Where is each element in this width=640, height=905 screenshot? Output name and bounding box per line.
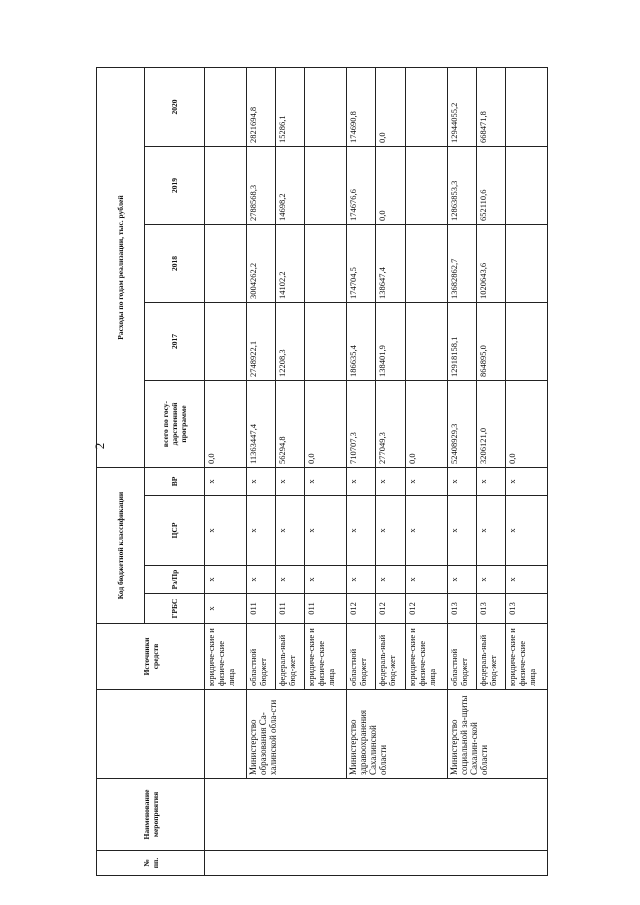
cell-2018: 13682862,7 bbox=[447, 225, 476, 303]
cell-executor: Министерство здравоохранения Сахалинской области bbox=[347, 690, 447, 779]
cell-grbs: х bbox=[205, 594, 247, 624]
cell-2017: 12918158,1 bbox=[447, 303, 476, 381]
cell-2017: 12208,3 bbox=[276, 303, 305, 381]
cell-vr: х bbox=[447, 468, 476, 496]
cell-csr: х bbox=[305, 496, 347, 566]
cell-2017: 186635,4 bbox=[347, 303, 376, 381]
cell-source: федераль-ный бюд-жет bbox=[276, 624, 305, 690]
cell-2019: 14698,2 bbox=[276, 147, 305, 225]
cell-2019 bbox=[305, 147, 347, 225]
col-2019: 2019 bbox=[145, 147, 205, 225]
cell-2019: 652110,6 bbox=[476, 147, 505, 225]
cell-2019: 2788568,3 bbox=[246, 147, 275, 225]
cell-rzpr: х bbox=[305, 566, 347, 594]
cell-source: юридиче-ские и физиче-ские лица bbox=[305, 624, 347, 690]
cell-grbs: 011 bbox=[305, 594, 347, 624]
cell-2019: 174676,6 bbox=[347, 147, 376, 225]
cell-csr: х bbox=[505, 496, 547, 566]
cell-2017: 864895,0 bbox=[476, 303, 505, 381]
cell-grbs: 013 bbox=[447, 594, 476, 624]
cell-2017 bbox=[405, 303, 447, 381]
cell-2017: 2748922,1 bbox=[246, 303, 275, 381]
col-source: Источники средств bbox=[97, 624, 205, 690]
table-row bbox=[205, 68, 247, 876]
cell-rzpr: х bbox=[205, 566, 247, 594]
cell-rzpr: х bbox=[405, 566, 447, 594]
cell-rzpr: х bbox=[376, 566, 405, 594]
cell-vr: х bbox=[305, 468, 347, 496]
cell-2018 bbox=[405, 225, 447, 303]
col-name: Наименование мероприятия bbox=[97, 779, 205, 851]
cell-grbs: 011 bbox=[246, 594, 275, 624]
cell-executor bbox=[205, 690, 247, 779]
col-2018: 2018 bbox=[145, 225, 205, 303]
cell-total: 0,0 bbox=[405, 381, 447, 468]
cell-num bbox=[205, 851, 548, 876]
table-row bbox=[246, 68, 275, 876]
cell-vr: х bbox=[347, 468, 376, 496]
cell-2020 bbox=[205, 68, 247, 147]
cell-2018: 138647,4 bbox=[376, 225, 405, 303]
cell-source: областной бюджет bbox=[246, 624, 275, 690]
cell-rzpr: х bbox=[505, 566, 547, 594]
cell-rzpr: х bbox=[476, 566, 505, 594]
cell-grbs: 012 bbox=[376, 594, 405, 624]
cell-grbs: 012 bbox=[405, 594, 447, 624]
cell-2020 bbox=[405, 68, 447, 147]
cell-grbs: 013 bbox=[505, 594, 547, 624]
cell-2020 bbox=[505, 68, 547, 147]
cell-csr: х bbox=[476, 496, 505, 566]
cell-executor: Министерство образования Са-халинской обла-сти bbox=[246, 690, 346, 779]
cell-total: 52408929,3 bbox=[447, 381, 476, 468]
col-executor bbox=[97, 690, 205, 779]
cell-2017 bbox=[305, 303, 347, 381]
table-header bbox=[97, 68, 205, 876]
cell-2020: 0,0 bbox=[376, 68, 405, 147]
col-vr: ВР bbox=[145, 468, 205, 496]
table-row bbox=[347, 68, 376, 876]
cell-vr: х bbox=[476, 468, 505, 496]
col-rzpr: Рз/Пр bbox=[145, 566, 205, 594]
cell-2018: 14102,2 bbox=[276, 225, 305, 303]
cell-2017 bbox=[205, 303, 247, 381]
cell-csr: х bbox=[447, 496, 476, 566]
cell-total: 710707,3 bbox=[347, 381, 376, 468]
cell-rzpr: х bbox=[276, 566, 305, 594]
cell-2019 bbox=[205, 147, 247, 225]
col-2017: 2017 bbox=[145, 303, 205, 381]
cell-total: 0,0 bbox=[205, 381, 247, 468]
cell-vr: х bbox=[405, 468, 447, 496]
cell-vr: х bbox=[246, 468, 275, 496]
col-group-expenses: Расходы по годам реализации, тыс. рублей bbox=[97, 68, 145, 468]
cell-source: областной бюджет bbox=[347, 624, 376, 690]
cell-2020: 15286,1 bbox=[276, 68, 305, 147]
cell-2018 bbox=[205, 225, 247, 303]
cell-total: 11363447,4 bbox=[246, 381, 275, 468]
page-number: 2 bbox=[92, 442, 107, 450]
cell-vr: х bbox=[376, 468, 405, 496]
cell-2018: 174704,5 bbox=[347, 225, 376, 303]
cell-2020: 174690,8 bbox=[347, 68, 376, 147]
col-num: № пп. bbox=[97, 851, 205, 876]
cell-name bbox=[205, 779, 548, 851]
cell-rzpr: х bbox=[447, 566, 476, 594]
budget-table bbox=[96, 67, 548, 876]
cell-2017: 138401,9 bbox=[376, 303, 405, 381]
cell-source: юридиче-ские и физиче-ские лица bbox=[205, 624, 247, 690]
cell-2018: 1020643,6 bbox=[476, 225, 505, 303]
cell-2018 bbox=[305, 225, 347, 303]
table-row bbox=[447, 68, 476, 876]
cell-total: 56294,8 bbox=[276, 381, 305, 468]
cell-rzpr: х bbox=[347, 566, 376, 594]
cell-grbs: 012 bbox=[347, 594, 376, 624]
cell-csr: х bbox=[205, 496, 247, 566]
cell-grbs: 013 bbox=[476, 594, 505, 624]
cell-total: 0,0 bbox=[505, 381, 547, 468]
rotated-table-wrapper bbox=[96, 68, 548, 876]
cell-2020 bbox=[305, 68, 347, 147]
cell-2020: 12944055,2 bbox=[447, 68, 476, 147]
cell-2017 bbox=[505, 303, 547, 381]
cell-2018 bbox=[505, 225, 547, 303]
col-group-code: Код бюджетной классификации bbox=[97, 468, 145, 624]
cell-2019 bbox=[505, 147, 547, 225]
cell-csr: х bbox=[246, 496, 275, 566]
cell-vr: х bbox=[505, 468, 547, 496]
cell-2019 bbox=[405, 147, 447, 225]
cell-source: юридиче-ские и физиче-ские лица bbox=[505, 624, 547, 690]
cell-executor: Министерство социальной за-щиты Сахалин-ской области bbox=[447, 690, 547, 779]
cell-total: 3206121,0 bbox=[476, 381, 505, 468]
cell-total: 277049,3 bbox=[376, 381, 405, 468]
cell-grbs: 011 bbox=[276, 594, 305, 624]
col-2020: 2020 bbox=[145, 68, 205, 147]
cell-total: 0,0 bbox=[305, 381, 347, 468]
cell-source: федераль-ный бюд-жет bbox=[476, 624, 505, 690]
col-total: всего по госу-дарственной программе bbox=[145, 381, 205, 468]
cell-csr: х bbox=[276, 496, 305, 566]
cell-2020: 668471,8 bbox=[476, 68, 505, 147]
col-csr: ЦСР bbox=[145, 496, 205, 566]
cell-source: областной бюджет bbox=[447, 624, 476, 690]
cell-2020: 2821694,8 bbox=[246, 68, 275, 147]
col-grbs: ГРБС bbox=[145, 594, 205, 624]
cell-csr: х bbox=[405, 496, 447, 566]
cell-rzpr: х bbox=[246, 566, 275, 594]
cell-2018: 3004262,2 bbox=[246, 225, 275, 303]
cell-2019: 0,0 bbox=[376, 147, 405, 225]
cell-csr: х bbox=[376, 496, 405, 566]
cell-source: юридиче-ские и физиче-ские лица bbox=[405, 624, 447, 690]
cell-source: федераль-ный бюд-жет bbox=[376, 624, 405, 690]
cell-csr: х bbox=[347, 496, 376, 566]
cell-vr: х bbox=[276, 468, 305, 496]
cell-vr: х bbox=[205, 468, 247, 496]
table-body bbox=[205, 68, 548, 876]
cell-2019: 12863853,3 bbox=[447, 147, 476, 225]
